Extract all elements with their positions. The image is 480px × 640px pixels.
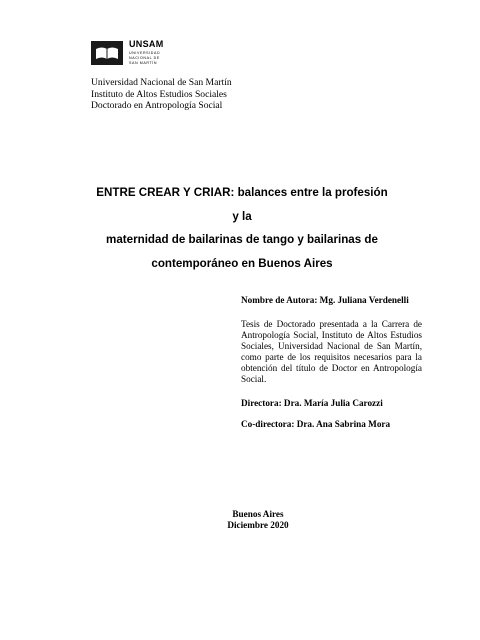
thesis-title xyxy=(92,181,392,275)
footer-date: Diciembre 2020 xyxy=(227,520,289,530)
logo-subtitle xyxy=(129,51,164,66)
codirector-name: Co-directora: Dra. Ana Sabrina Mora xyxy=(241,419,391,429)
unsam-logo xyxy=(91,40,164,66)
footer xyxy=(208,509,308,531)
logo-subtitle-line: NACIONAL DE xyxy=(129,56,160,60)
director-name: Directora: Dra. María Julia Carozzi xyxy=(241,398,383,408)
institution-header xyxy=(91,77,232,112)
program-name: Doctorado en Antropología Social xyxy=(91,100,223,111)
title-line: contemporáneo en Buenos Aires xyxy=(151,256,333,270)
logo-text xyxy=(129,40,164,66)
book-logo-icon xyxy=(91,41,123,65)
university-name: Universidad Nacional de San Martín xyxy=(91,77,232,88)
logo-name: UNSAM xyxy=(129,39,164,49)
author-name: Nombre de Autora: Mg. Juliana Verdenelli xyxy=(241,295,409,305)
thesis-description: Tesis de Doctorado presentada a la Carrera de Antropología Social, Instituto de Altos Estudios Sociales, Universidad Nacional de San Martín, como parte de los requisitos necesarios para la obtención del título de Doctor en Antropología Social. xyxy=(241,319,422,384)
footer-city: Buenos Aires xyxy=(232,509,284,519)
logo-subtitle-line: SAN MARTÍN xyxy=(129,61,158,65)
institute-name: Instituto de Altos Estudios Sociales xyxy=(91,88,227,100)
title-line: ENTRE CREAR Y CRIAR: balances entre la profesión y la xyxy=(96,186,388,223)
logo-subtitle-line: UNIVERSIDAD xyxy=(129,51,161,55)
title-line: maternidad de bailarinas de tango y bailarinas de xyxy=(106,233,378,246)
